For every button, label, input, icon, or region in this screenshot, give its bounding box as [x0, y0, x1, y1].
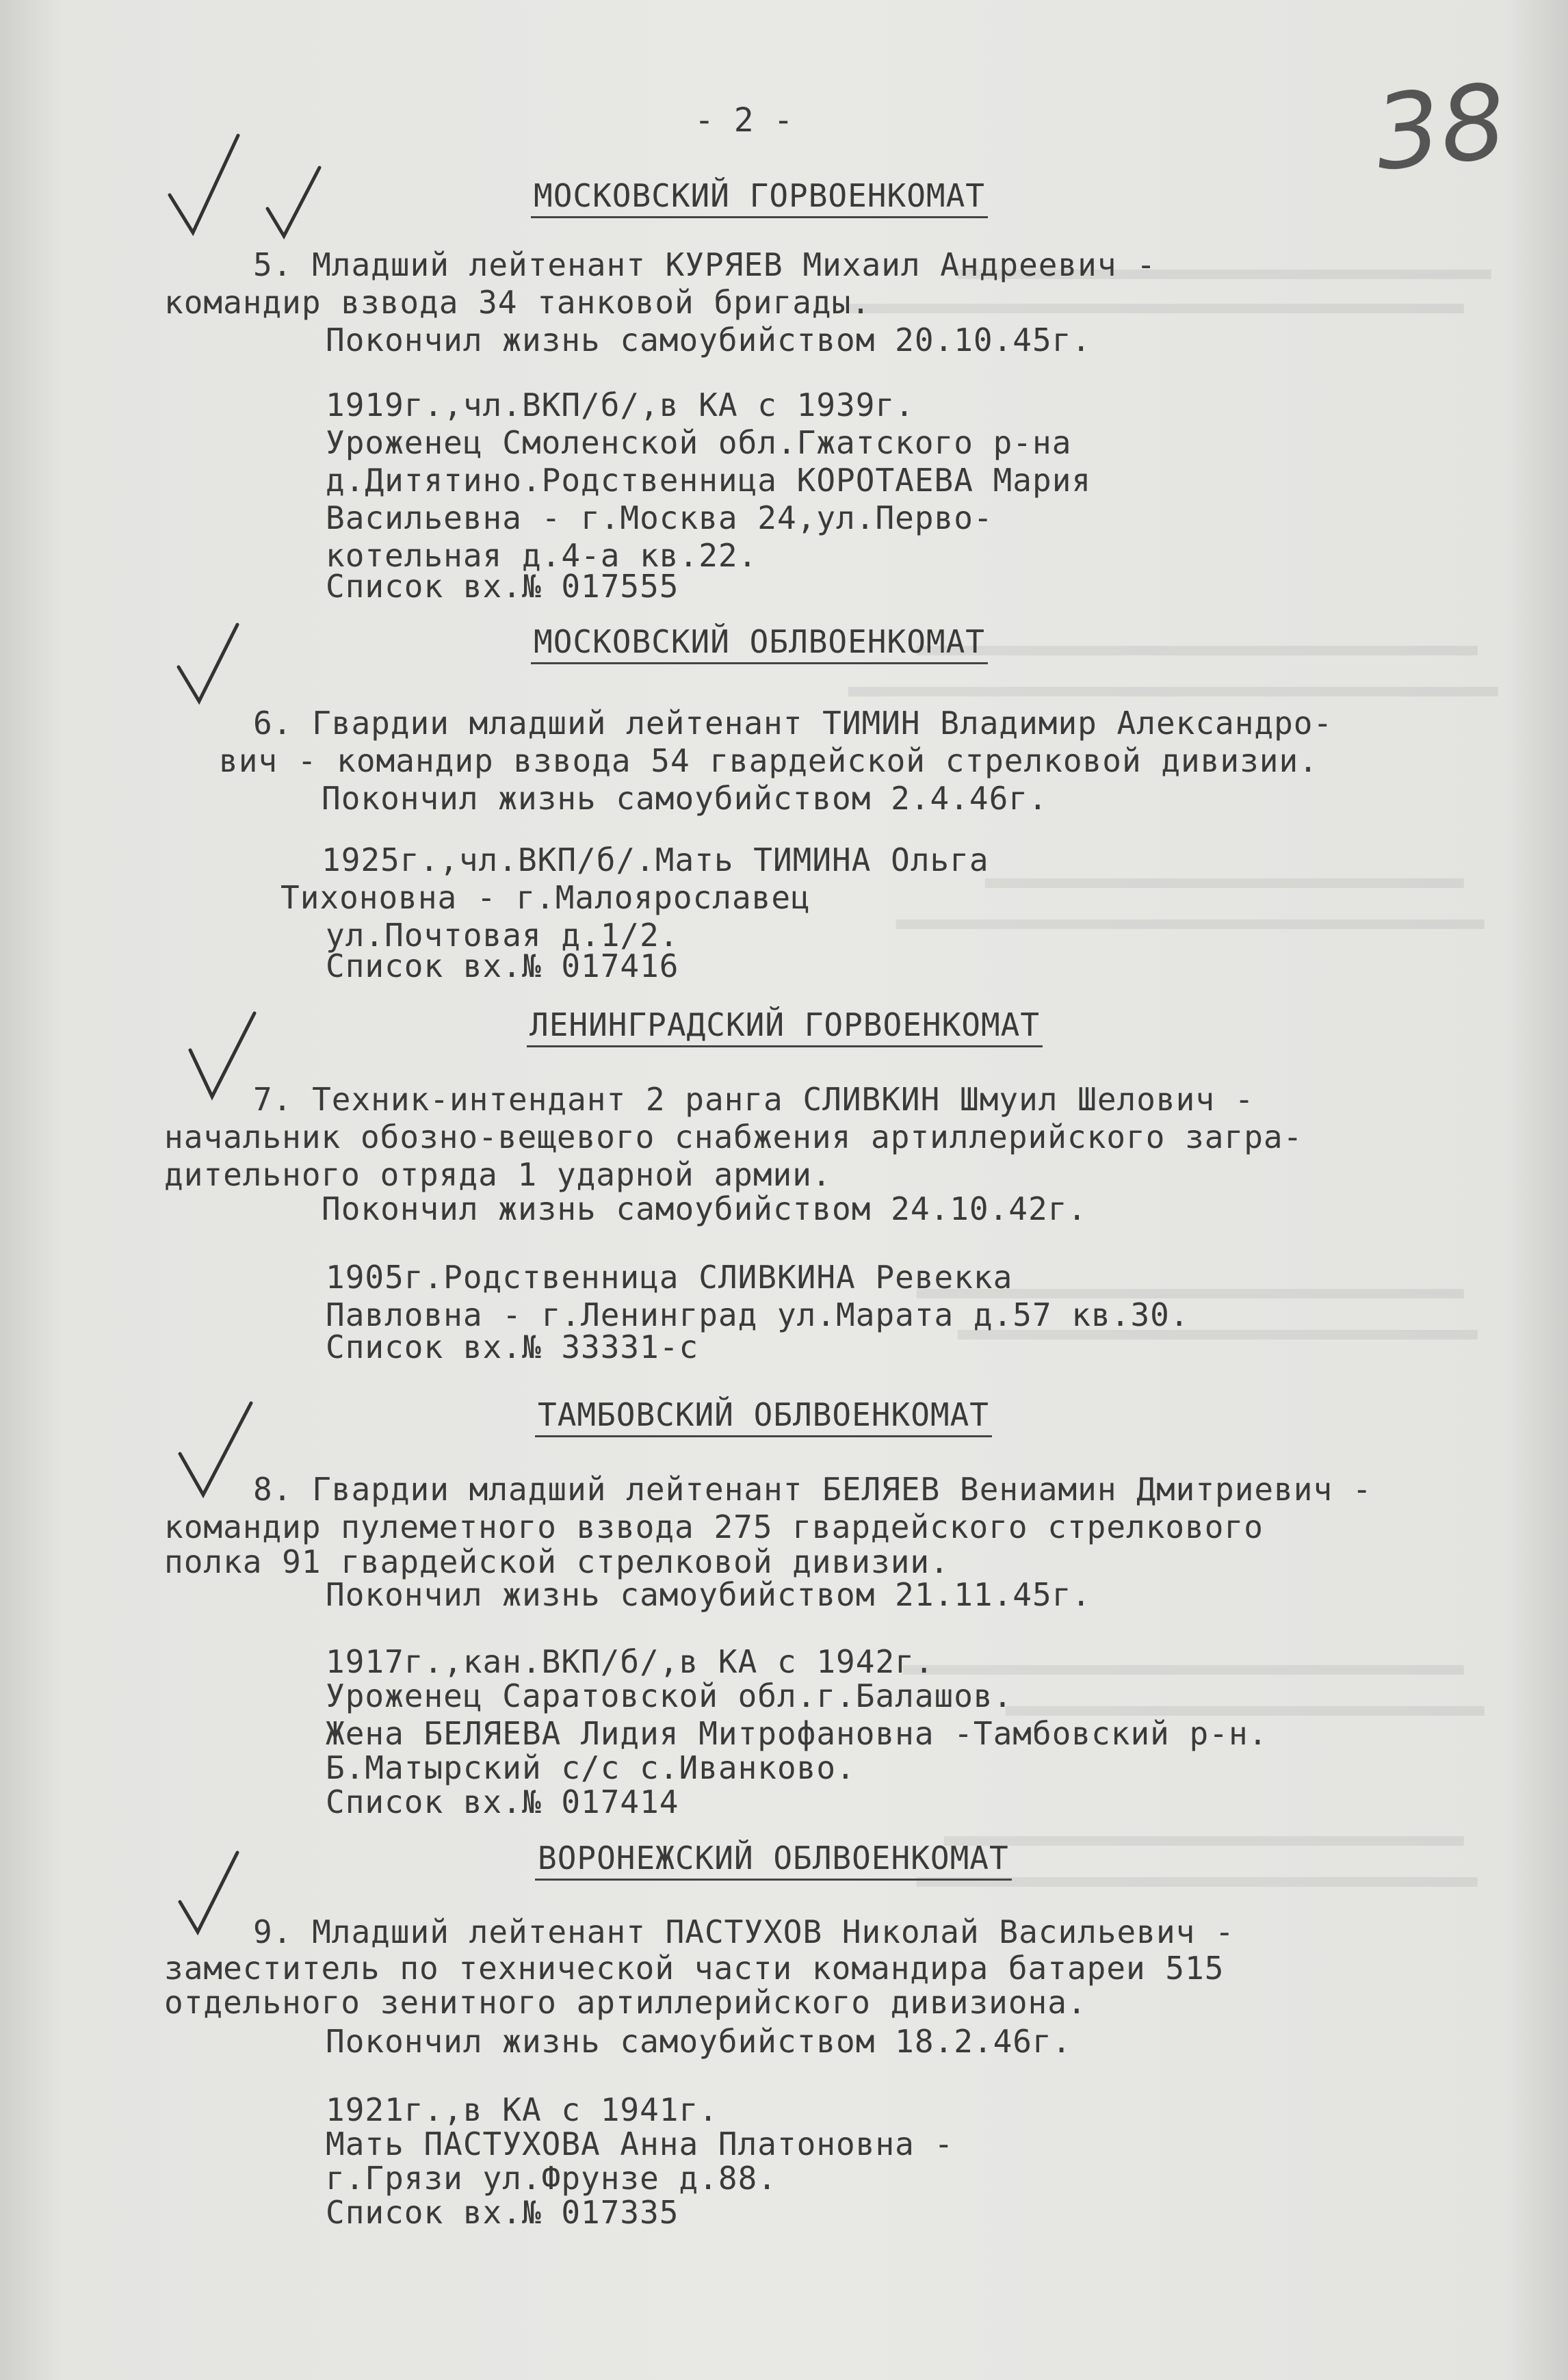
entry-line: 5. Младший лейтенант КУРЯЕВ Михаил Андреевич -	[253, 246, 1156, 283]
entry-line: полка 91 гвардейской стрелковой дивизии.	[164, 1543, 950, 1580]
entry-detail: г.Грязи ул.Фрунзе д.88.	[326, 2160, 777, 2197]
entry-detail: Васильевна - г.Москва 24,ул.Перво-	[326, 499, 993, 536]
entry-line: командир взвода 34 танковой бригады.	[164, 284, 871, 321]
checkmark-icon	[185, 1009, 260, 1105]
entry-detail: д.Дитятино.Родственница КОРОТАЕВА Мария	[326, 462, 1092, 499]
entry-line: 8. Гвардии младший лейтенант БЕЛЯЕВ Вениамин Дмитриевич -	[253, 1471, 1372, 1508]
entry-detail: Уроженец Смоленской обл.Гжатского р-на	[326, 424, 1072, 461]
entry-detail: 1925г.,чл.ВКП/б/.Мать ТИМИНА Ольга	[322, 841, 989, 878]
entry-line: 9. Младший лейтенант ПАСТУХОВ Николай Васильевич -	[253, 1913, 1235, 1950]
entry-line: заместитель по технической части командира батареи 515	[164, 1950, 1225, 1987]
section-header: МОСКОВСКИЙ ГОРВОЕНКОМАТ	[531, 176, 988, 218]
page-number: - 2 -	[694, 101, 794, 140]
section-header: ВОРОНЕЖСКИЙ ОБЛВОЕНКОМАТ	[535, 1839, 1012, 1881]
entry-line: Покончил жизнь самоубийством 24.10.42г.	[322, 1190, 1088, 1227]
entry-detail: 1919г.,чл.ВКП/б/,в КА с 1939г.	[326, 387, 915, 423]
entry-detail: котельная д.4-а кв.22.	[326, 537, 758, 574]
entry-detail: Список вх.№ 017555	[326, 568, 679, 605]
entry-detail: ул.Почтовая д.1/2.	[326, 917, 679, 954]
entry-line: 7. Техник-интендант 2 ранга СЛИВКИН Шмуил Шелович -	[253, 1081, 1255, 1118]
entry-detail: Список вх.№ 33331-с	[326, 1329, 699, 1365]
checkmark-icon	[164, 130, 246, 239]
section-header: ЛЕНИНГРАДСКИЙ ГОРВОЕНКОМАТ	[527, 1006, 1043, 1047]
entry-line: вич - командир взвода 54 гвардейской стрелковой дивизии.	[219, 742, 1318, 779]
entry-detail: 1917г.,кан.ВКП/б/,в КА с 1942г.	[326, 1643, 935, 1680]
entry-line: командир пулеметного взвода 275 гвардейского стрелкового	[164, 1508, 1264, 1545]
entry-detail: Тихоновна - г.Малоярославец	[280, 879, 811, 916]
sheet-number: 38	[1369, 62, 1512, 194]
entry-detail: Список вх.№ 017335	[326, 2194, 679, 2231]
checkmark-icon	[174, 619, 243, 708]
entry-line: дительного отряда 1 ударной армии.	[164, 1156, 832, 1193]
entry-detail: Уроженец Саратовской обл.г.Балашов.	[326, 1677, 1013, 1714]
section-header: ТАМБОВСКИЙ ОБЛВОЕНКОМАТ	[535, 1396, 992, 1437]
entry-detail: Мать ПАСТУХОВА Анна Платоновна -	[326, 2126, 954, 2162]
entry-line: 6. Гвардии младший лейтенант ТИМИН Владимир Александро-	[253, 705, 1333, 742]
section-header: МОСКОВСКИЙ ОБЛВОЕНКОМАТ	[531, 623, 988, 664]
checkmark-icon	[263, 161, 325, 243]
checkmark-icon	[174, 1847, 243, 1936]
entry-detail: Б.Матырский с/с с.Иванково.	[326, 1749, 856, 1786]
entry-detail: 1905г.Родственница СЛИВКИНА Ревекка	[326, 1259, 1013, 1296]
entry-line: начальник обозно-вещевого снабжения артиллерийского загра-	[164, 1119, 1303, 1155]
entry-line: Покончил жизнь самоубийством 20.10.45г.	[326, 322, 1092, 358]
checkmark-icon	[174, 1399, 257, 1502]
entry-detail: Список вх.№ 017416	[326, 947, 679, 984]
entry-line: Покончил жизнь самоубийством 2.4.46г.	[322, 780, 1048, 817]
entry-detail: Список вх.№ 017414	[326, 1783, 679, 1820]
entry-detail: 1921г.,в КА с 1941г.	[326, 2091, 718, 2128]
entry-line: Покончил жизнь самоубийством 21.11.45г.	[326, 1576, 1092, 1613]
bleed-through-marks	[753, 263, 1505, 2110]
entry-line: отдельного зенитного артиллерийского дивизиона.	[164, 1984, 1087, 2021]
entry-detail: Павловна - г.Ленинград ул.Марата д.57 кв.30.	[326, 1296, 1190, 1333]
entry-line: Покончил жизнь самоубийством 18.2.46г.	[326, 2023, 1072, 2060]
entry-detail: Жена БЕЛЯЕВА Лидия Митрофановна -Тамбовский р-н.	[326, 1715, 1268, 1752]
